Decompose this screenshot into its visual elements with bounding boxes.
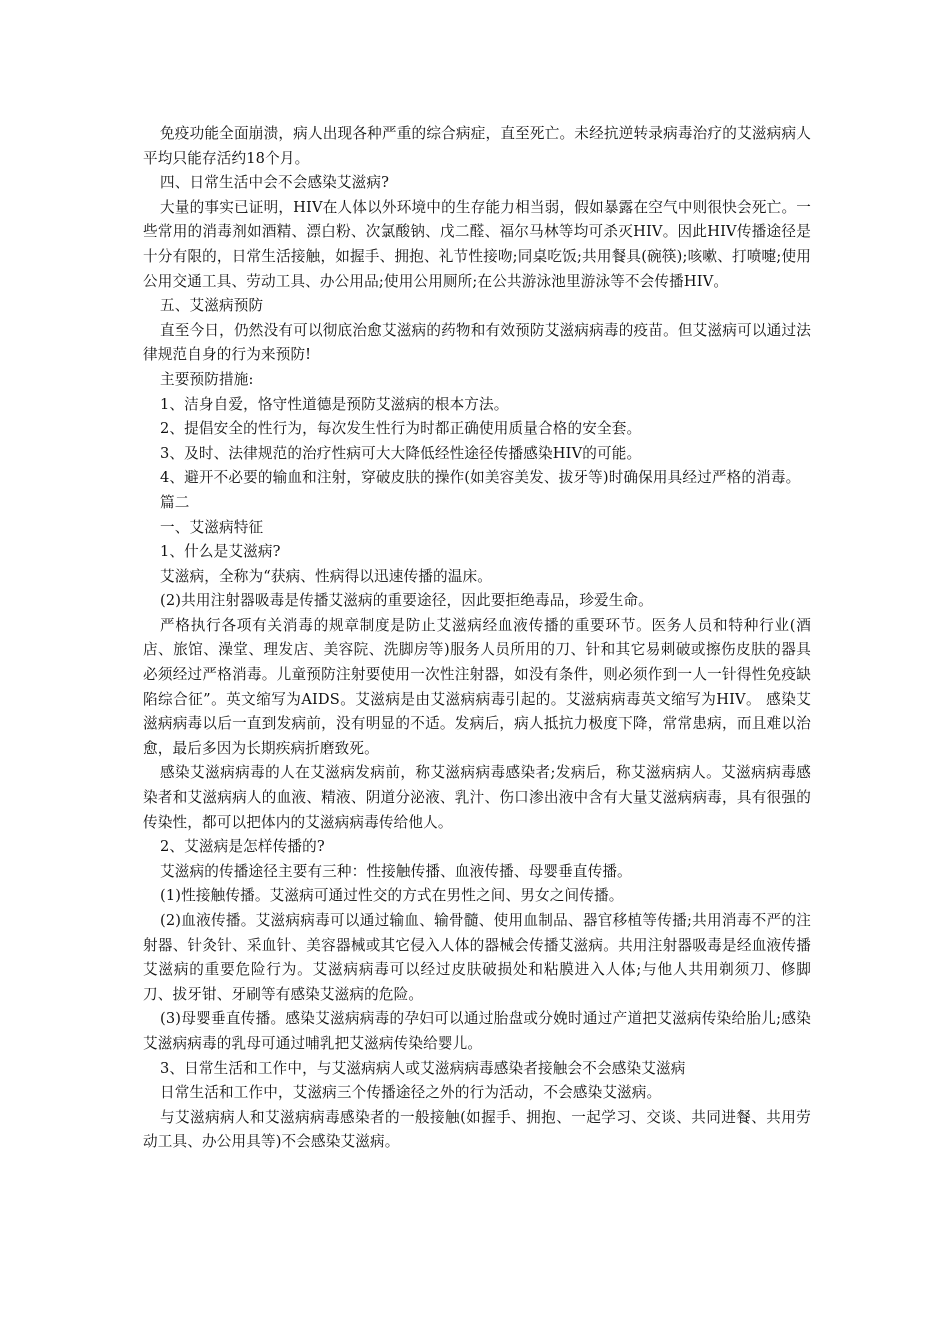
route-item-blood: (2)血液传播。艾滋病病毒可以通过输血、输骨髓、使用血制品、器官移植等传播;共用消毒不严的注射器、针灸针、采血针、美容器械或其它侵入人体的器械会传播艾滋病。共用注射器吸毒是经血液传播艾滋病的重要危险行为。艾滋病病毒可以经过皮肤破损处和粘膜进入人体;与他人共用剃须刀、修脚刀、拔牙钳、牙刷等有感染艾滋病的危险。 bbox=[143, 912, 811, 1003]
section-title-part-two: 篇二 bbox=[160, 493, 190, 511]
heading-daily-life-infection: 四、日常生活中会不会感染艾滋病? bbox=[160, 174, 390, 192]
heading-what-is-aids: 1、什么是艾滋病? bbox=[160, 543, 281, 561]
paragraph-hiv-survival: 大量的事实已证明，HIV在人体以外环境中的生存能力相当弱，假如暴露在空气中则很快会死亡。一些常用的消毒剂如酒精、漂白粉、次氯酸钠、戊二醛、福尔马林等均可杀灭HIV。因此HIV传播途径是十分有限的，日常生活接触，如握手、拥抱、礼节性接吻;同桌吃饭;共用餐具(碗筷);咳嗽、打喷嚏;使用公用交通工具、劳动工具、办公用品;使用公用厕所;在公共游泳池里游泳等不会传播HIV。 bbox=[143, 198, 811, 290]
heading-daily-contact: 3、日常生活和工作中，与艾滋病病人或艾滋病病毒感染者接触会不会感染艾滋病 bbox=[160, 1059, 686, 1077]
paragraph-no-cure: 直至今日，仍然没有可以彻底治愈艾滋病的药物和有效预防艾滋病病毒的疫苗。但艾滋病可以通过法律规范自身的行为来预防! bbox=[143, 321, 811, 364]
heading-main-measures: 主要预防措施: bbox=[160, 370, 254, 388]
heading-prevention: 五、艾滋病预防 bbox=[160, 297, 264, 315]
measure-item-4: 4、避开不必要的输血和注射，穿破皮肤的操作(如美容美发、拔牙等)时确保用具经过严格的消毒。 bbox=[160, 469, 801, 487]
measure-item-3: 3、及时、法律规范的治疗性病可大大降低经性途径传播感染HIV的可能。 bbox=[160, 444, 642, 462]
paragraph-three-routes: 艾滋病的传播途径主要有三种：性接触传播、血液传播、母婴垂直传播。 bbox=[160, 862, 632, 880]
paragraph-no-infection-outside-routes: 日常生活和工作中，艾滋病三个传播途径之外的行为活动，不会感染艾滋病。 bbox=[160, 1084, 662, 1102]
heading-how-transmitted: 2、艾滋病是怎样传播的? bbox=[160, 838, 325, 856]
heading-aids-features: 一、艾滋病特征 bbox=[160, 518, 264, 536]
route-item-sexual: (1)性接触传播。艾滋病可通过性交的方式在男性之间、男女之间传播。 bbox=[160, 887, 624, 905]
paragraph-aids-fullname: 艾滋病，全称为“获病、性病得以迅速传播的温床。 bbox=[160, 567, 492, 585]
paragraph-immune-collapse: 免疫功能全面崩溃，病人出现各种严重的综合病症，直至死亡。未经抗逆转录病毒治疗的艾滋病病人平均只能存活约18个月。 bbox=[143, 125, 811, 167]
paragraph-general-contact-safe: 与艾滋病病人和艾滋病病毒感染者的一般接触(如握手、拥抱、一起学习、交谈、共同进餐、共用劳动工具、办公用具等)不会感染艾滋病。 bbox=[143, 1108, 811, 1151]
document-body bbox=[143, 122, 811, 1155]
route-item-mother-to-child: (3)母婴垂直传播。感染艾滋病病毒的孕妇可以通过胎盘或分娩时通过产道把艾滋病传染给胎儿;感染艾滋病病毒的乳母可通过哺乳把艾滋病传染给婴儿。 bbox=[143, 1010, 811, 1052]
paragraph-shared-syringe: (2)共用注射器吸毒是传播艾滋病的重要途径，因此要拒绝毒品，珍爱生命。 bbox=[160, 592, 653, 610]
measure-item-1: 1、洁身自爱，恪守性道德是预防艾滋病的根本方法。 bbox=[160, 395, 509, 413]
paragraph-disinfection-rules: 严格执行各项有关消毒的规章制度是防止艾滋病经血液传播的重要环节。医务人员和特种行业(酒店、旅馆、澡堂、理发店、美容院、洗脚房等)服务人员所用的刀、针和其它易刺破或擦伤皮肤的器具必须经过严格消毒。儿童预防注射要使用一次性注射器，如没有条件，则必须作到一人一针得性免疫缺陷综合征”。英文缩写为AIDS。艾滋病是由艾滋病病毒引起的。艾滋病病毒英文缩写为HIV。 感染艾滋病病毒以后一直到发病前，没有明显的不适。发病后，病人抵抗力极度下降，常常患病，而且难以治愈，最后多因为长期疾病折磨致死。 bbox=[143, 616, 811, 757]
measure-item-2: 2、提倡安全的性行为，每次发生性行为时都正确使用质量合格的安全套。 bbox=[160, 420, 642, 438]
paragraph-infected-vs-patient: 感染艾滋病病毒的人在艾滋病发病前，称艾滋病病毒感染者;发病后，称艾滋病病人。艾滋病病毒感染者和艾滋病病人的血液、精液、阴道分泌液、乳汁、伤口渗出液中含有大量艾滋病病毒，具有很强的传染性，都可以把体内的艾滋病病毒传给他人。 bbox=[143, 764, 811, 831]
